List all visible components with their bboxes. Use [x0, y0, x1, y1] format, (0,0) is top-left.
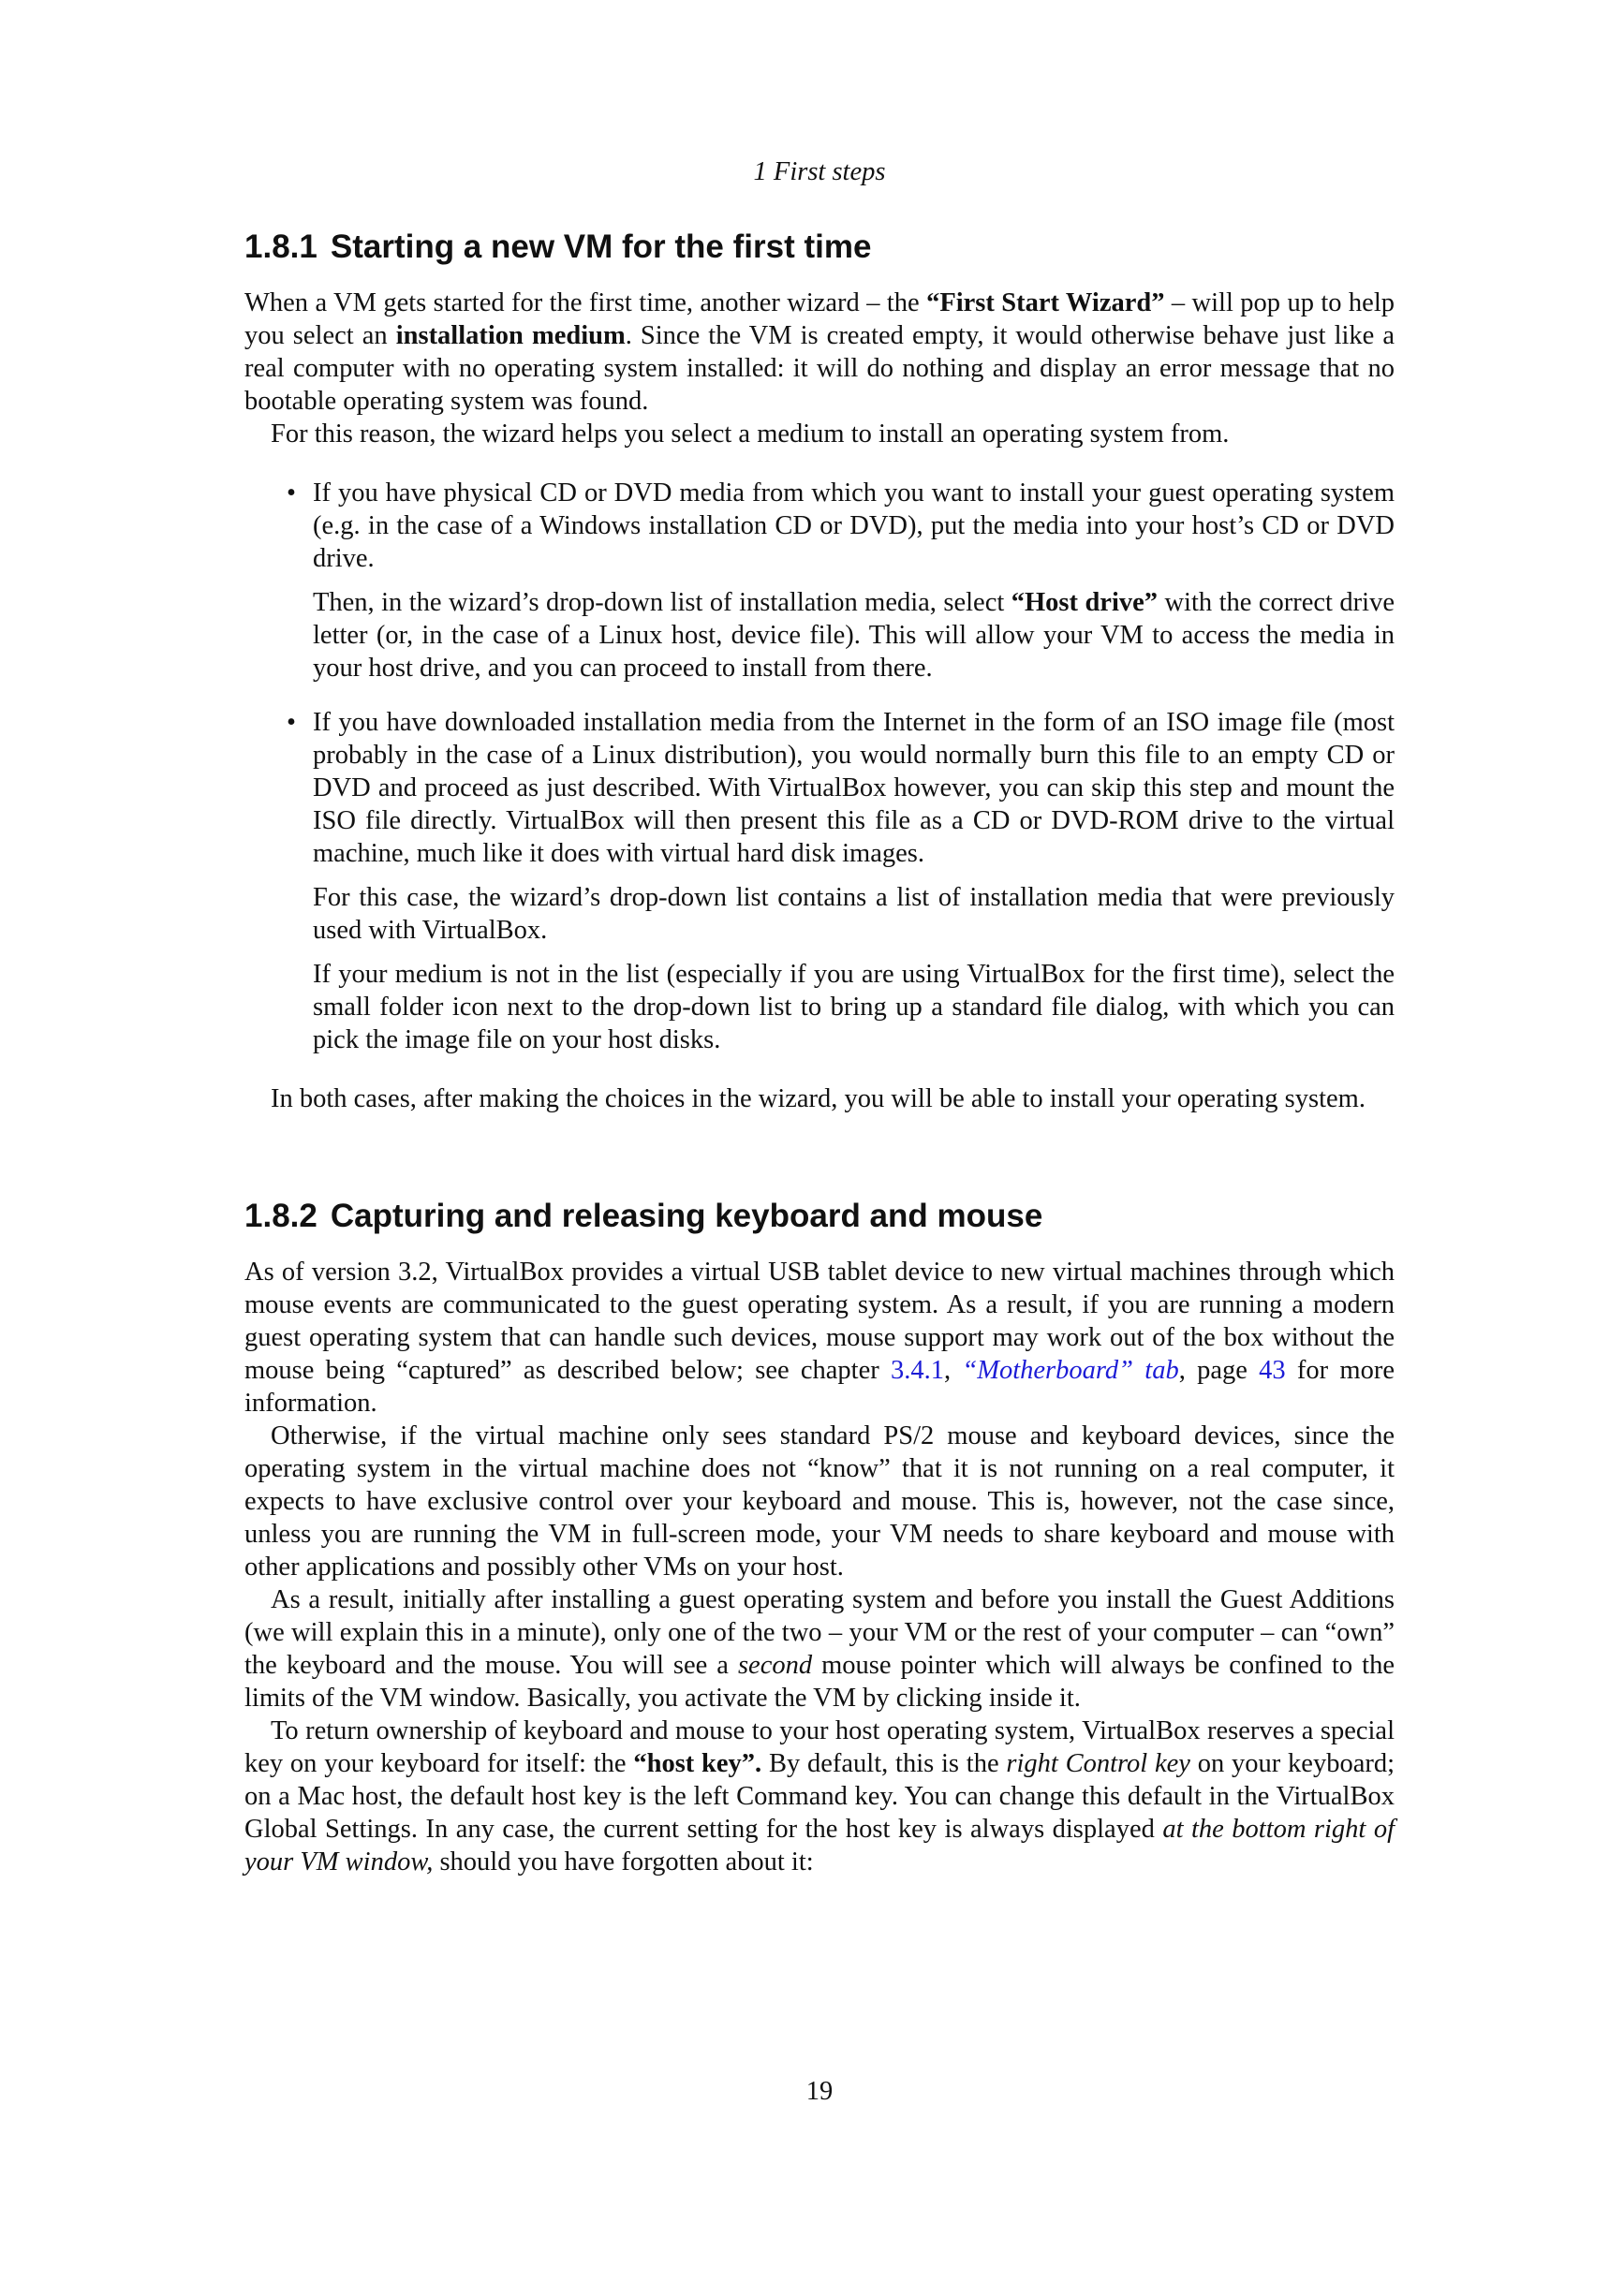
text: Then, in the wizard’s drop-down list of installation media, select	[313, 588, 1011, 617]
text: By default, this is the	[761, 1749, 1007, 1778]
text: ,	[944, 1356, 963, 1385]
page-link[interactable]: 43	[1259, 1356, 1286, 1385]
section-1-8-1-body	[244, 287, 1395, 1115]
text: When a VM gets started for the first time, another wizard – the	[244, 288, 927, 317]
text: mouse pointer which will always be confined to the limits of the VM window. Basically, you activate the VM by clicking inside it.	[244, 1651, 1395, 1713]
section-heading-1-8-2	[244, 1197, 1042, 1236]
text: . Since the VM is created empty, it would otherwise behave just like a real computer with no operating system installed: it will do nothing and display an error message that no bootable operating system was found.	[244, 321, 1395, 416]
paragraph	[244, 1715, 1395, 1878]
paragraph	[313, 586, 1395, 684]
bold-term: “Host drive”	[1011, 588, 1159, 617]
section-number: 1.8.2	[244, 1198, 317, 1234]
text: with the correct drive letter (or, in the case of a Linux host, device file). This will allow your VM to access the media in your host drive, and you can proceed to install from there.	[313, 588, 1395, 683]
section-1-8-2-body	[244, 1256, 1395, 1878]
section-number: 1.8.1	[244, 228, 317, 265]
paragraph	[244, 1583, 1395, 1715]
paragraph: In both cases, after making the choices in the wizard, you will be able to install your operating system.	[271, 1084, 1366, 1113]
bullet-icon: •	[287, 478, 296, 508]
text: should you have forgotten about it:	[433, 1847, 814, 1877]
text: for more information.	[244, 1356, 1395, 1418]
section-title-link[interactable]: “Motherboard” tab	[962, 1356, 1179, 1385]
paragraph	[244, 1256, 1395, 1420]
text: As of version 3.2, VirtualBox provides a virtual USB tablet device to new virtual machines through which mouse events are communicated to the guest operating system. As a result, if you are running a modern guest operating system that can handle such devices, mouse support may work out of the box without the mouse being “captured” as described below; see chapter	[244, 1258, 1395, 1385]
bullet-list	[244, 477, 1395, 1056]
text: – will pop up to help you select an	[244, 288, 1395, 350]
paragraph: For this reason, the wizard helps you select a medium to install an operating system from.	[271, 419, 1230, 449]
running-head: 1 First steps	[753, 157, 886, 186]
text: on your keyboard; on a Mac host, the default host key is the left Command key. You can change this default in the VirtualBox Global Settings. In any case, the current setting for the host key is always displayed	[244, 1749, 1395, 1844]
bold-term: “host key”.	[633, 1749, 762, 1778]
paragraph	[244, 287, 1395, 418]
italic-term: second	[737, 1651, 813, 1680]
paragraph: For this case, the wizard’s drop-down list contains a list of installation media that were previously used with VirtualBox.	[313, 883, 1395, 945]
section-title: Capturing and releasing keyboard and mouse	[330, 1198, 1043, 1234]
bold-term: “First Start Wizard”	[926, 288, 1165, 317]
bullet-icon: •	[287, 708, 296, 737]
paragraph: Otherwise, if the virtual machine only sees standard PS/2 mouse and keyboard devices, since the operating system in the virtual machine does not “know” that it is not running on a real computer, it expects to have exclusive control over your keyboard and mouse. This is, however, not the case since, unless you are running the VM in full-screen mode, your VM needs to share keyboard and mouse with other applications and possibly other VMs on your host.	[244, 1421, 1395, 1582]
text: As a result, initially after installing a guest operating system and before you install the Guest Additions (we will explain this in a minute), only one of the two – your VM or the rest of your computer – can “own” the keyboard and the mouse. You will see a	[244, 1585, 1395, 1680]
paragraph: If your medium is not in the list (especially if you are using VirtualBox for the first time), select the small folder icon next to the drop-down list to bring up a standard file dialog, with which you can pick the image file on your host disks.	[313, 960, 1395, 1054]
section-title: Starting a new VM for the first time	[330, 228, 872, 265]
chapter-link[interactable]: 3.4.1	[891, 1356, 944, 1385]
text: To return ownership of keyboard and mouse to your host operating system, VirtualBox reserves a special key on your keyboard for itself: the	[244, 1716, 1395, 1778]
paragraph: If you have physical CD or DVD media from which you want to install your guest operating system (e.g. in the case of a Windows installation CD or DVD), put the media into your host’s CD or DVD drive.	[313, 478, 1395, 573]
paragraph: If you have downloaded installation media from the Internet in the form of an ISO image file (most probably in the case of a Linux distribution), you would normally burn this file to an empty CD or DVD and proceed as just described. With VirtualBox however, you can skip this step and mount the ISO file directly. VirtualBox will then present this file as a CD or DVD-ROM drive to the virtual machine, much like it does with virtual hard disk images.	[313, 708, 1395, 868]
page-number: 19	[805, 2077, 834, 2106]
section-heading-1-8-1	[244, 228, 871, 267]
italic-term: right Control key	[1006, 1749, 1190, 1778]
list-item	[244, 706, 1395, 1056]
text: , page	[1178, 1356, 1260, 1385]
bold-term: installation medium	[395, 321, 626, 350]
list-item	[244, 477, 1395, 684]
italic-term: at the bottom right of your VM window,	[244, 1815, 1395, 1877]
